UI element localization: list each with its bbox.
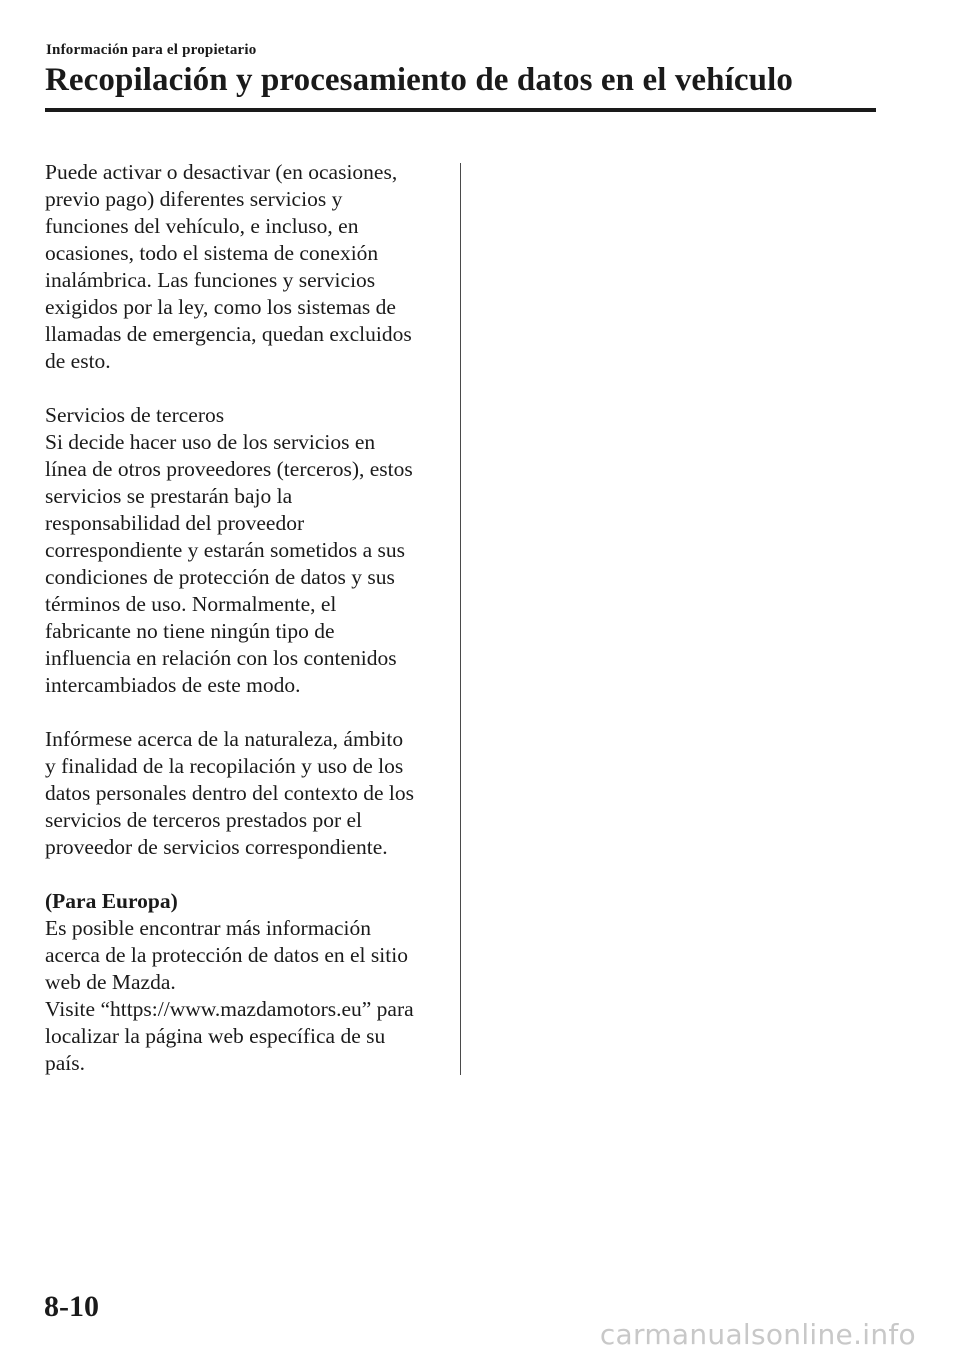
text-line: Infórmese acerca de la naturaleza, ámbito [45,727,404,751]
text-line: exigidos por la ley, como los sistemas de [45,295,396,319]
text-line: inalámbrica. Las funciones y servicios [45,268,376,292]
europe-heading: (Para Europa) [45,889,178,913]
text-line: y finalidad de la recopilación y uso de los [45,754,404,778]
title-rule [45,108,876,112]
text-line: funciones del vehículo, e incluso, en [45,214,359,238]
text-line: ocasiones, todo el sistema de conexión [45,241,379,265]
text-line: proveedor de servicios correspondiente. [45,835,388,859]
paragraph-inform-yourself [45,726,445,861]
text-line: Si decide hacer uso de los servicios en [45,430,376,454]
text-line: correspondiente y estarán sometidos a sus [45,538,406,562]
text-line: llamadas de emergencia, quedan excluidos [45,322,412,346]
left-column [45,159,445,1104]
text-line: términos de uso. Normalmente, el [45,592,337,616]
paragraph-europe [45,888,445,1077]
text-line: país. [45,1051,86,1075]
watermark: carmanualsonline.info [599,1318,916,1351]
text-line: servicios se prestarán bajo la [45,484,293,508]
text-line: Servicios de terceros [45,403,225,427]
text-line: web de Mazda. [45,970,176,994]
text-line: condiciones de protección de datos y sus [45,565,395,589]
text-line: Visite “https://www.mazdamotors.eu” para [45,997,414,1021]
text-line: Puede activar o desactivar (en ocasiones, [45,160,398,184]
paragraph-services-activation [45,159,445,375]
column-divider [460,163,461,1075]
text-line: servicios de terceros prestados por el [45,808,363,832]
text-line: previo pago) diferentes servicios y [45,187,343,211]
page-number: 8-10 [44,1290,99,1323]
text-line: línea de otros proveedores (terceros), estos [45,457,413,481]
paragraph-third-party-services [45,402,445,699]
text-line: fabricante no tiene ningún tipo de [45,619,335,643]
text-line: responsabilidad del proveedor [45,511,305,535]
page-title: Recopilación y procesamiento de datos en el vehículo [45,62,793,98]
text-line: localizar la página web específica de su [45,1024,386,1048]
text-line: acerca de la protección de datos en el sitio [45,943,408,967]
text-line: influencia en relación con los contenidos [45,646,397,670]
text-line: de esto. [45,349,111,373]
section-label: Información para el propietario [46,42,257,58]
text-line: intercambiados de este modo. [45,673,301,697]
text-line: datos personales dentro del contexto de los [45,781,414,805]
text-line: Es posible encontrar más información [45,916,371,940]
